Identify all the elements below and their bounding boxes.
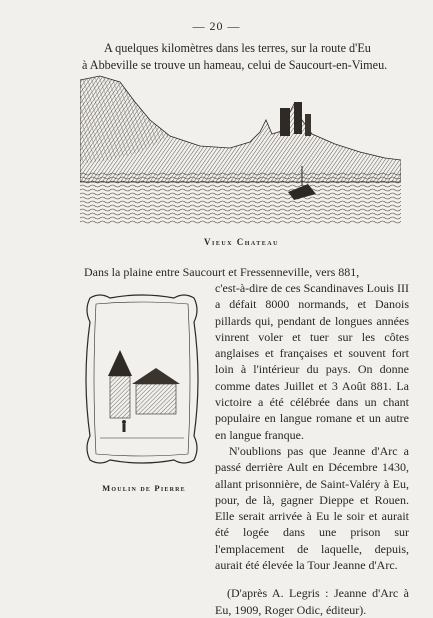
intro-line-1: A quelques kilomètres dans les terres, sur la route d'Eu (104, 41, 371, 55)
left-plate-caption: Moulin de Pierre (102, 483, 186, 493)
top-plate-caption: Vieux Chateau (204, 237, 279, 247)
body-column (215, 280, 409, 618)
body-paragraph-2: N'oublions pas que Jeanne d'Arc a passé derrière Ault en Décembre 1430, allant prisonnière, de Saint-Valéry à Eu, pour, de là, gagner Dieppe et Rouen. Elle serait arrivée à Eu le soir et aurait été logée dans une prison sur l'emplacement de laquelle, depuis, aurait été élevée la Tour Jeanne d'Arc. (215, 443, 409, 573)
castle-ruin-engraving (80, 72, 401, 224)
intro-paragraph (82, 40, 402, 74)
intro-line-2: à Abbeville se trouve un hameau, celui de Saucourt-en-Vimeu. (82, 58, 388, 72)
source-citation: (D'après A. Legris : Jeanne d'Arc à Eu, 1909, Roger Odic, éditeur). (215, 586, 409, 617)
page-number: — 20 — (192, 19, 241, 33)
body-paragraph-1: c'est-à-dire de ces Scandinaves Louis III a défait 8000 normands, et Danois pillards qui, pendant de longues années vinrent voler et tuer sur les côtes anglaises et françaises et souvent fort loin à l'intérieur du pays. On donne comme dates Juillet et 3 Août 881. La victoire a été célébrée dans un chant populaire en langue romane et un autre en langue franque. (215, 281, 409, 442)
body-first-line: Dans la plaine entre Saucourt et Fressenneville, vers 881, (84, 265, 360, 279)
stone-mill-engraving (80, 290, 204, 468)
